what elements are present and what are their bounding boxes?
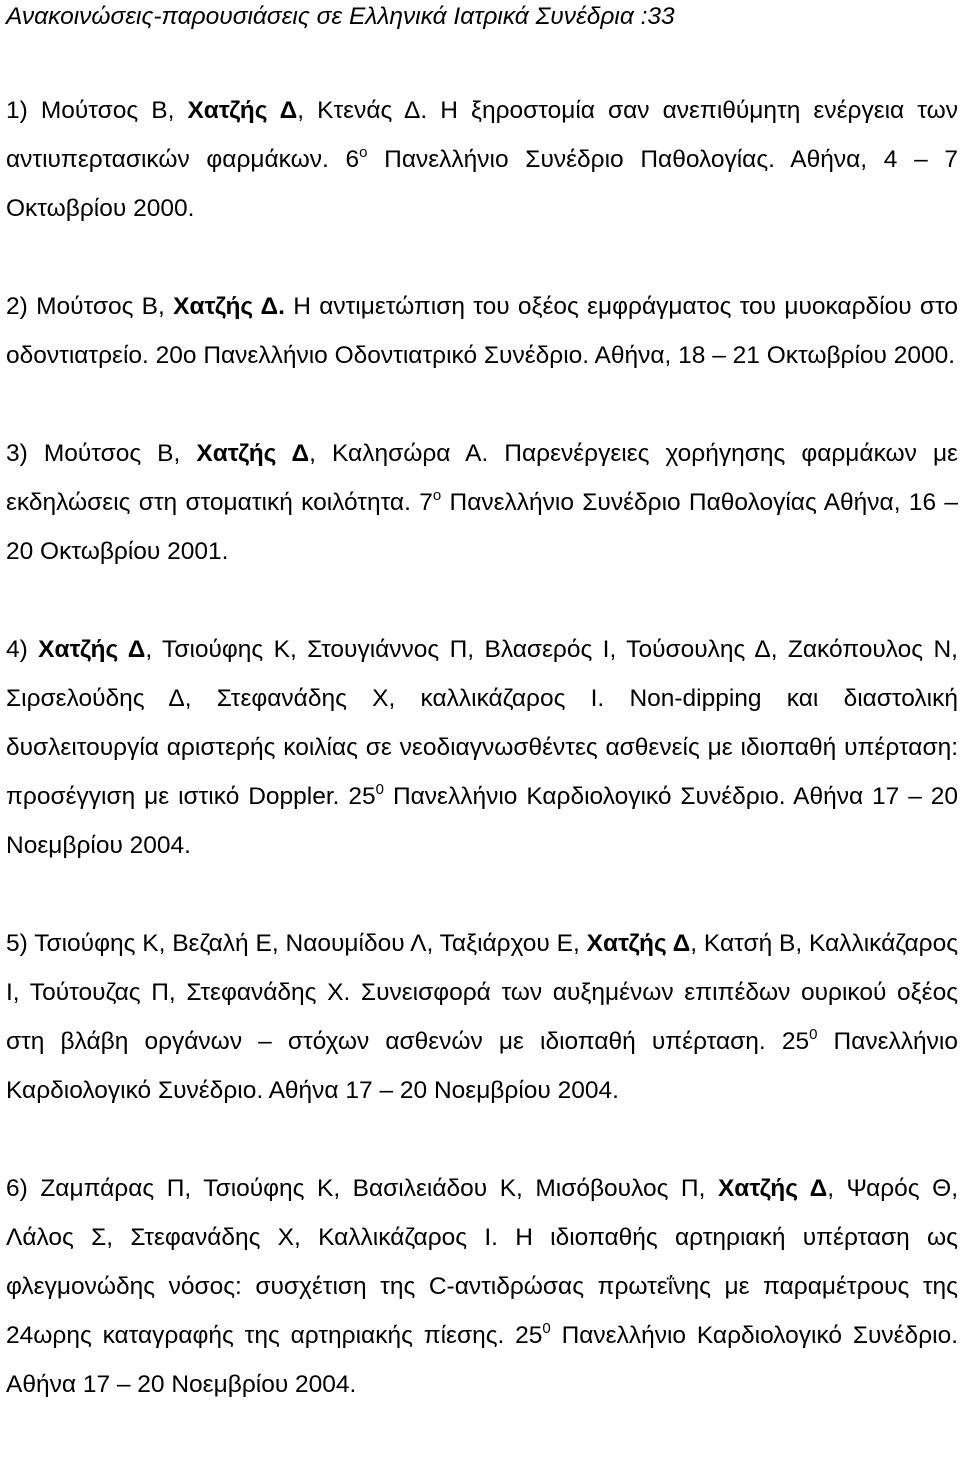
authors-text: Μούτσος Β, [40,97,175,124]
citation-text: , Καλησώρα Α. Παρενέργειες χορήγησης φαρμάκων με εκδηλώσεις στη στοματική κοιλότητα. 7 [6,440,958,516]
authors-text: Μούτσος Β, [43,440,181,467]
entry-1 [6,86,958,233]
entry-number: 1) [6,97,28,124]
authors-text: Μούτσος Β, [36,293,165,320]
section-heading: Ανακοινώσεις-παρουσιάσεις σε Ελληνικά Ιατρικά Συνέδρια :33 [6,3,675,30]
entry-number: 5) [6,930,28,957]
highlighted-author: Χατζής Δ [187,97,298,124]
highlighted-author: Χατζής Δ [586,930,691,957]
citation-text: Πανελλήνιο Συνέδριο Παθολογίας. Αθήνα, 4 – 7 Οκτωβρίου 2000. [6,146,958,222]
entry-6 [6,1164,958,1409]
highlighted-author: Χατζής Δ. [173,293,285,320]
citation-text: Πανελλήνιο Καρδιολογικό Συνέδριο. Αθήνα 17 – 20 Νοεμβρίου 2004. [6,783,958,859]
highlighted-author: Χατζής Δ [38,636,146,663]
highlighted-author: Χατζής Δ [196,440,310,467]
citation-text: , Ψαρός Θ, Λάλος Σ, Στεφανάδης Χ, Καλλικάζαρος Ι. Η ιδιοπαθής αρτηριακή υπέρταση ως φλεγμονώδης νόσος: συσχέτιση της C-αντιδρώσας πρωτεΐνης με παραμέτρους της 24ωρης καταγραφής της αρτηριακής πίεσης. 25 [6,1175,958,1349]
entry-3 [6,429,958,576]
ordinal-superscript: ο [359,144,368,161]
citation-text: Πανελλήνιο Καρδιολογικό Συνέδριο. Αθήνα 17 – 20 Νοεμβρίου 2004. [6,1028,958,1104]
highlighted-author: Χατζής Δ [717,1175,828,1202]
ordinal-superscript: ο [432,487,442,504]
entry-4 [6,625,958,870]
entry-2 [6,282,958,380]
entry-5 [6,919,958,1115]
ordinal-superscript: 0 [375,781,385,798]
authors-text: Ζαμπάρας Π, Τσιούφης Κ, Βασιλειάδου Κ, Μισόβουλος Π, [40,1175,706,1202]
citation-text: , Κτενάς Δ. Η ξηροστομία σαν ανεπιθύμητη ενέργεια των αντιυπερτασικών φαρμάκων. 6 [6,97,958,173]
entry-number: 2) [6,293,28,320]
authors-text: Τσιούφης Κ, Βεζαλή Ε, Ναουμίδου Λ, Ταξιάρχου Ε, [34,930,580,957]
citation-text: , Τσιούφης Κ, Στουγιάννος Π, Βλασερός Ι, Τούσουλης Δ, Ζακόπουλος Ν, Σιρσελούδης Δ, Στεφανάδης Χ, καλλικάζαρος Ι. Non-dipping και διαστολική δυσλειτουργία αριστερής κοιλίας σε νεοδιαγνωσθέντες ασθενείς με ιδιοπαθή υπέρταση: προσέγγιση με ιστικό Doppler. 25 [6,636,958,810]
entry-number: 3) [6,440,28,467]
citation-text: Πανελλήνιο Καρδιολογικό Συνέδριο. Αθήνα 17 – 20 Νοεμβρίου 2004. [6,1322,959,1398]
ordinal-superscript: 0 [809,1026,818,1043]
citation-text: Πανελλήνιο Συνέδριο Παθολογίας Αθήνα, 16 – 20 Οκτωβρίου 2001. [6,489,958,565]
document-page [6,0,958,1409]
entry-number: 6) [6,1175,28,1202]
ordinal-superscript: 0 [542,1320,551,1337]
citation-text: Η αντιμετώπιση του οξέος εμφράγματος του μυοκαρδίου στο οδοντιατρείο. 20ο Πανελλήνιο Οδοντιατρικό Συνέδριο. Αθήνα, 18 – 21 Οκτωβρίου 2000. [6,293,958,369]
entry-number: 4) [6,636,28,663]
citation-text: , Κατσή Β, Καλλικάζαρος Ι, Τούτουζας Π, Στεφανάδης Χ. Συνεισφορά των αυξημένων επιπέδων ουρικού οξέος στη βλάβη οργάνων – στόχων ασθενών με ιδιοπαθή υπέρταση. 25 [6,930,958,1055]
